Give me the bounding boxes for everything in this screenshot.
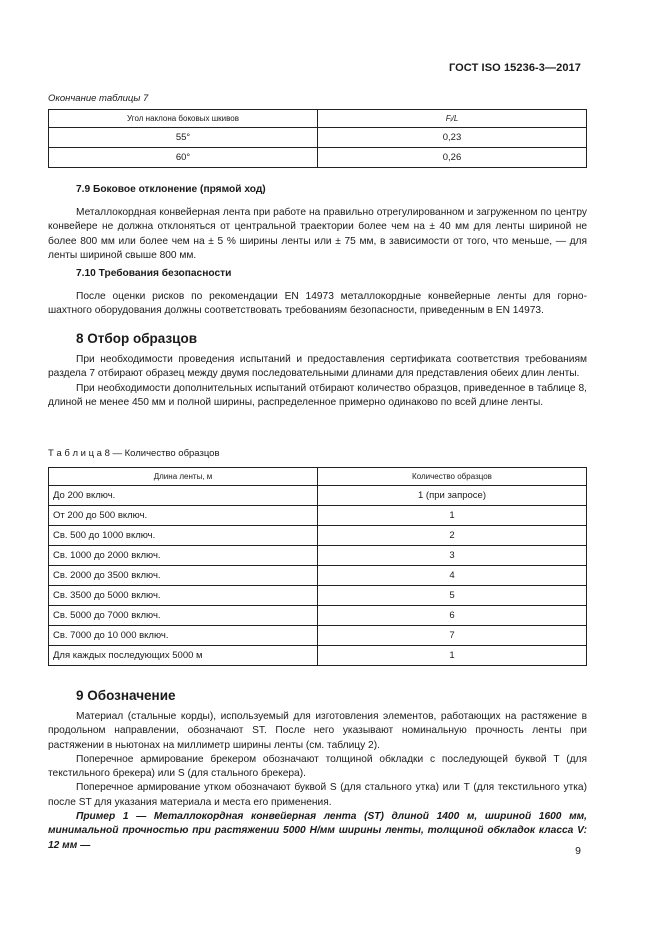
table7-cell-value: 0,23 [318,128,587,148]
table8-cell-length: Св. 500 до 1000 включ. [49,526,318,546]
table8-cell-length: Св. 1000 до 2000 включ. [49,546,318,566]
table-row [49,506,587,526]
table7-header-row [49,110,587,128]
table-row [49,646,587,666]
table-row [49,566,587,586]
table8-cell-count: 7 [318,626,587,646]
table-row [49,486,587,506]
table7-col-angle: Угол наклона боковых шкивов [49,110,318,128]
section-8-title: 8 Отбор образцов [76,331,198,346]
table8-cell-count: 1 (при запросе) [318,486,587,506]
table8-cell-length: От 200 до 500 включ. [49,506,318,526]
table8-cell-count: 2 [318,526,587,546]
table8-cell-length: Для каждых последующих 5000 м [49,646,318,666]
table8-cell-count: 6 [318,606,587,626]
section-8-text: При необходимости проведения испытаний и предоставления сертификата соответствия требованиям раздела 7 отбирают образец между двумя последовательными длинами для представления обеих длин ленты. При необходимости дополнительных испытаний отбирают количество образцов, приведенное в таблице 8, длиной не менее 450 мм и полной ширины, распределенное примерно одинаково по всей длине ленты. [48,354,587,408]
table8-col-length: Длина ленты, м [49,468,318,486]
table8-header-row [49,468,587,486]
table8-col-count: Количество образцов [318,468,587,486]
table-row [49,526,587,546]
table8-cell-length: Св. 2000 до 3500 включ. [49,566,318,586]
table-row [49,626,587,646]
table7-caption: Окончание таблицы 7 [48,93,149,104]
table8-cell-length: Св. 3500 до 5000 включ. [49,586,318,606]
section-9-text: Материал (стальные корды), используемый для изготовления элементов, работающих на растяжение в продольном направлении, обозначают ST. После него указывают номинальную прочность ленты при растяжении в ньютонах на миллиметр ширины ленты (см. таблицу 2). Поперечное армирование брекером обозначают толщиной обкладки с последующей буквой T (для текстильного брекера) или S (для стального брекера). Поперечное армирование утком обозначают буквой S (для стального утка) или T (для текстильного утка) после ST для указания материала и места его применения. [48,711,587,808]
table-row [49,546,587,566]
table7 [48,109,587,168]
section-7-9-title: 7.9 Боковое отклонение (прямой ход) [76,184,266,195]
table8 [48,467,587,666]
table7-cell-value: 0,26 [318,148,587,168]
example-1: Пример 1 — Металлокордная конвейерная лента (ST) длиной 1400 м, шириной 1600 мм, минимальной прочностью при растяжении 5000 Н/мм ширины ленты, толщиной обкладок класса V: 12 мм — [48,811,587,851]
table-row [49,586,587,606]
section-7-10-text: После оценки рисков по рекомендации EN 14973 металлокордные конвейерные ленты для горно-шахтного оборудования должны соответствовать требованиям безопасности, приведенным в EN 14973. [48,291,587,317]
standard-header: ГОСТ ISO 15236-3—2017 [448,62,581,74]
section-7-10-title: 7.10 Требования безопасности [76,268,232,279]
table-row [49,606,587,626]
table7-col-ratio: Fᵢ/L [318,110,587,128]
table8-cell-count: 1 [318,646,587,666]
table8-caption: Т а б л и ц а 8 — Количество образцов [48,448,220,459]
section-7-9-text: Металлокордная конвейерная лента при работе на правильно отрегулированном и загруженном по центру конвейере не должна отклоняться от центральной траектории более чем на ± 40 мм для ленты шириной не более 800 мм или более чем на ± 5 % ширины ленты или ± 75 мм, в зависимости от того, что меньше, — для ленты шириной свыше 800 мм. [48,207,587,261]
table7-cell-angle: 55° [49,128,318,148]
table8-cell-count: 5 [318,586,587,606]
table8-cell-count: 1 [318,506,587,526]
table8-cell-length: Св. 5000 до 7000 включ. [49,606,318,626]
table8-cell-length: Св. 7000 до 10 000 включ. [49,626,318,646]
section-9-title: 9 Обозначение [76,688,176,703]
table7-cell-angle: 60° [49,148,318,168]
table8-cell-count: 4 [318,566,587,586]
table8-cell-count: 3 [318,546,587,566]
table8-cell-length: До 200 включ. [49,486,318,506]
table-row [49,148,587,168]
page-number: 9 [575,845,581,857]
table-row [49,128,587,148]
